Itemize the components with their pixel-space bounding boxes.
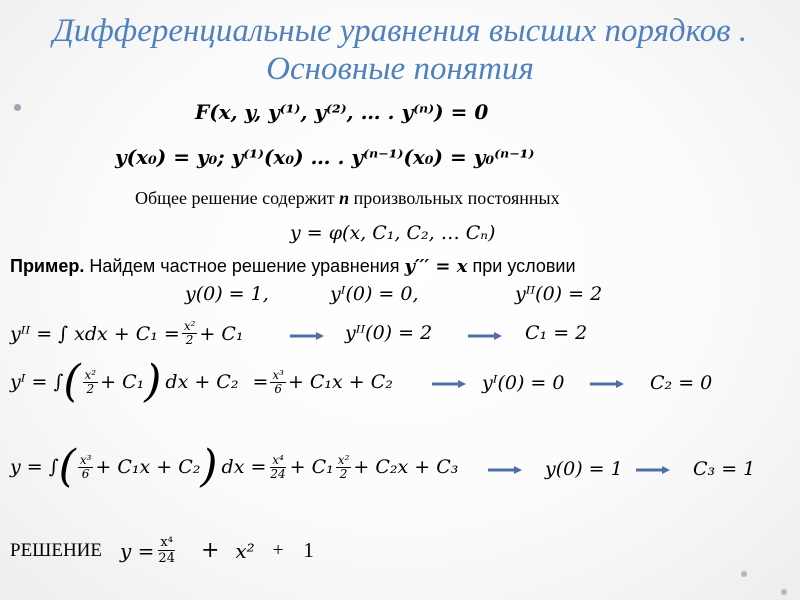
condition-2: yᴵ(0) = 0,: [330, 283, 419, 305]
step1-fraction: $\frac{\text{x²}}{2}$: [183, 319, 196, 347]
title-line-2: Основные понятия: [266, 51, 534, 87]
title-line-1: Дифференциальные уравнения высших порядков .: [52, 13, 748, 49]
solution-label: РЕШЕНИЕ: [10, 539, 102, 561]
step1-condition: yᴵᴵ(0) = 2: [345, 322, 433, 344]
condition-1: y(0) = 1,: [185, 283, 269, 305]
general-solution-formula: y = φ(x, C₁, C₂, … Cₙ): [290, 222, 496, 244]
step2-integral: yᴵ = ∫ ( $\frac{\text{x²}}{2}$ + C₁ ) dx + C₂ = $\frac{\text{x³}}{6}$ + C₁x + C₂: [10, 356, 393, 407]
condition-3: yᴵᴵ(0) = 2: [515, 283, 603, 305]
step3-integral: y = ∫ ( $\frac{\text{x³}}{6}$ + C₁x + C₂ ) dx = $\frac{\text{x⁴}}{24}$ + C₁ $\frac{\text{x²}}{2}$ + C₂x + C₃: [10, 441, 459, 492]
step2-condition: yᴵ(0) = 0: [482, 372, 565, 394]
final-solution: РЕШЕНИЕ y = $\frac{\text{x⁴}}{24}$ + x² + 1: [10, 535, 314, 566]
step3-result: C₃ = 1: [693, 458, 756, 480]
decorative-dot-icon: [741, 571, 747, 577]
arrow-icon: [290, 332, 324, 340]
bullet-icon: [14, 104, 21, 111]
step1-integral: yᴵᴵ = ∫ xdx + C₁ = $\frac{\text{x²}}{2}$ + C₁: [10, 319, 244, 347]
arrow-icon: [590, 380, 624, 388]
step2-result: C₂ = 0: [650, 372, 713, 394]
slide-title: [0, 12, 800, 88]
arrow-icon: [468, 332, 502, 340]
step1-result: C₁ = 2: [525, 322, 588, 344]
step3-condition: y(0) = 1: [545, 458, 623, 480]
decorative-dot-icon: [781, 589, 787, 595]
arrow-icon: [636, 466, 670, 474]
arrow-icon: [488, 466, 522, 474]
arrow-icon: [432, 380, 466, 388]
initial-conditions-equation: y(x₀) = y₀; y⁽¹⁾(x₀) … . y⁽ⁿ⁻¹⁾(x₀) = y₀⁽ⁿ⁻¹⁾: [115, 145, 535, 169]
general-solution-statement: Общее решение содержит n произвольных постоянных: [135, 188, 560, 208]
general-form-equation: F(x, y, y⁽¹⁾, y⁽²⁾, … . y⁽ⁿ⁾) = 0: [195, 100, 489, 124]
example-statement: Пример. Найдем частное решение уравнения y′′′ = x при условии: [10, 256, 576, 277]
